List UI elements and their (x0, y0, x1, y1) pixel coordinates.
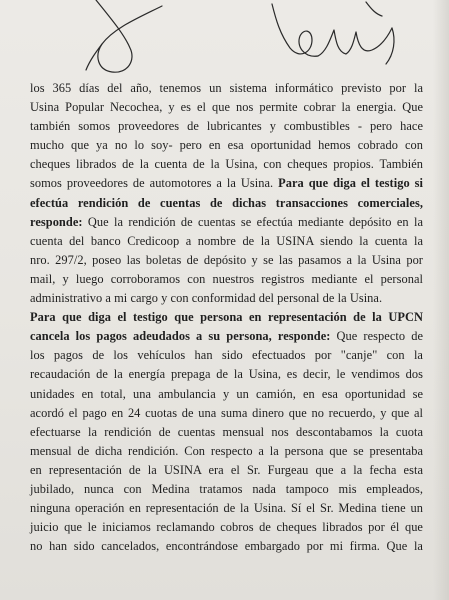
text-segment: mucho que ya no lo soy- pero en esa oportunidad hemos cobrado con (30, 138, 423, 153)
text-line (30, 327, 423, 346)
text-segment: unidades en total, una ambulancia y un camión, en esa oportunidad se (30, 386, 423, 401)
text-line (30, 480, 423, 499)
text-line (30, 98, 423, 117)
text-segment: juicio que le iniciamos reclamando cobros de cheques librados por él que (30, 520, 423, 535)
text-line (30, 518, 423, 537)
text-segment: mail, y luego corroboramos con nuestros registros mediante el personal (30, 271, 423, 286)
text-segment: los 365 días del año, tenemos un sistema informático previsto por la (30, 81, 423, 95)
text-line (30, 174, 423, 193)
text-line (30, 194, 423, 213)
text-segment: administrativo a mi cargo y con conformidad del personal de la Usina. (30, 291, 383, 306)
text-segment: no han sido cancelados, encontrándose embargado por mi firma. Que la (30, 539, 423, 554)
bold-text-segment: Para que diga el testigo que persona en representación de la UPCN (30, 310, 423, 325)
text-segment: Que respecto de (330, 329, 423, 344)
page-edge-shadow (433, 0, 449, 600)
text-segment: ninguna operación en representación de la Usina. Sí el Sr. Medina tiene un (30, 501, 423, 516)
text-line (30, 289, 423, 308)
text-line (30, 270, 423, 289)
text-line (30, 423, 423, 442)
text-segment: cuenta del banco Credicoop a nombre de la USINA siendo la cuenta la (30, 233, 423, 248)
signature-stroke-left (96, 0, 162, 72)
signature-stroke-right-3 (386, 28, 394, 64)
text-line (30, 365, 423, 384)
text-line (30, 155, 423, 174)
text-line (30, 442, 423, 461)
text-line (30, 213, 423, 232)
text-segment: en representación de la USINA era el Sr. Furgeau que a la fecha esta (30, 462, 423, 477)
signature-stroke-left-tail (86, 44, 102, 70)
text-line (30, 232, 423, 251)
text-segment: recaudación de la energía prepaga de la Usina, es decir, le vendimos dos (30, 367, 423, 382)
text-segment: nro. 297/2, poseo las boletas de depósito y se las pasamos a la Usina por (30, 252, 423, 267)
text-segment: los pagos de los vehículos han sido efectuados por "canje" con la (30, 348, 423, 363)
document-body (30, 79, 423, 556)
text-segment: acordó el pago en 24 cuotas de una suma dinero que no recuerdo, y que al (30, 405, 423, 420)
text-line (30, 117, 423, 136)
bold-text-segment: responde: (30, 214, 83, 229)
bold-text-segment: efectúa rendición de cuentas de dichas transacciones comerciales, (30, 195, 423, 210)
text-segment: somos proveedores de automotores a la Usina. (30, 176, 279, 191)
text-line (30, 308, 423, 327)
bold-text-segment: Para que diga el testigo si (278, 176, 423, 191)
signature-stroke-right-1 (272, 4, 318, 56)
text-segment: Usina Popular Necochea, y es el que nos permite cobrar la energia. Que (30, 100, 423, 115)
text-line (30, 79, 423, 98)
text-line (30, 136, 423, 155)
text-segment: jubilado, nunca con Medina tratamos nada tampoco mis empleados, (30, 481, 423, 496)
text-line (30, 537, 423, 556)
text-line (30, 385, 423, 404)
text-line (30, 461, 423, 480)
text-line (30, 499, 423, 518)
text-line (30, 346, 423, 365)
bold-text-segment: cancela los pagos adeudados a su persona, responde: (30, 329, 331, 344)
text-segment: Que la rendición de cuentas se efectúa mediante depósito en la (82, 214, 423, 229)
signature-stroke-right-2 (318, 28, 392, 56)
text-segment: efectuarse la rendición de cuentas mensual nos descontabamos la cuota (30, 424, 423, 439)
handwritten-signatures (0, 0, 449, 80)
text-line (30, 404, 423, 423)
text-segment: mensual de dicha rendición. Con respecto a la persona que se presentaba (30, 443, 423, 458)
text-segment: cheques librados de la cuenta de la Usina, con cheques propios. También (30, 157, 423, 172)
text-line (30, 251, 423, 270)
signature-stroke-right-4 (366, 2, 382, 16)
text-segment: también somos proveedores de lubricantes y combustibles - pero hace (30, 119, 423, 134)
